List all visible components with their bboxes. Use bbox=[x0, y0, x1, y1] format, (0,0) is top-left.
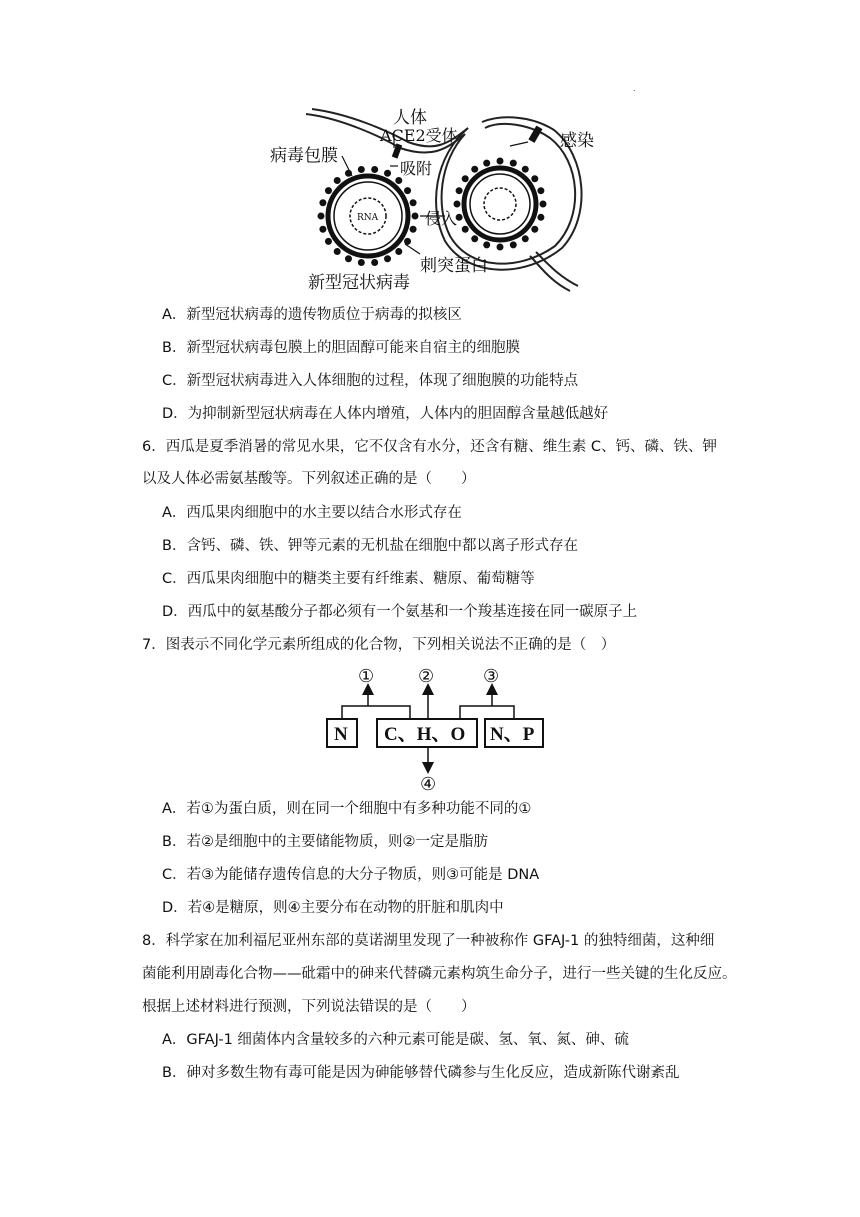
q5-option-c: C．新型冠状病毒进入人体细胞的过程，体现了细胞膜的功能特点 bbox=[162, 373, 579, 389]
spike-protein bbox=[471, 166, 478, 173]
spike-protein bbox=[497, 244, 504, 251]
spike-protein bbox=[358, 166, 365, 173]
spike-protein bbox=[319, 199, 326, 206]
q8-option-a: A．GFAJ-1 细菌体内含量较多的六种元素可能是碳、氢、氧、氮、砷、硫 bbox=[162, 1032, 629, 1048]
spike-protein bbox=[483, 241, 490, 248]
spike-protein bbox=[325, 238, 332, 245]
q8-stem-line3: 根据上述材料进行预测，下列说法错误的是（ ） bbox=[142, 999, 476, 1015]
spike-protein bbox=[410, 226, 417, 233]
q6-option-c: C．西瓜果肉细胞中的糖类主要有纤维素、糖原、葡萄糖等 bbox=[162, 571, 535, 587]
spike-protein bbox=[318, 213, 325, 220]
q8-option-b: B．砷对多数生物有毒可能是因为砷能够替代磷参与生化反应，造成新陈代谢紊乱 bbox=[162, 1065, 680, 1081]
q8-stem-line2: 菌能利用剧毒化合物——砒霜中的砷来代替磷元素构筑生命分子，进行一些关键的生化反应。 bbox=[142, 966, 737, 982]
virus-name-label: 新型冠状病毒 bbox=[308, 273, 410, 293]
virus-infection-diagram bbox=[270, 106, 594, 296]
infection-label: 感染 bbox=[560, 131, 594, 151]
envelope-label: 病毒包膜 bbox=[270, 146, 338, 166]
spike-protein bbox=[319, 226, 326, 233]
spike-protein bbox=[537, 214, 544, 221]
q5-option-d: D．为抑制新型冠状病毒在人体内增殖，人体内的胆固醇含量越低越好 bbox=[162, 406, 609, 422]
adsorption-label: 吸附 bbox=[400, 159, 433, 178]
spike-protein bbox=[471, 235, 478, 242]
spike-protein bbox=[384, 255, 391, 262]
spike-protein bbox=[325, 187, 332, 194]
q6-option-b: B．含钙、磷、铁、钾等元素的无机盐在细胞中都以离子形式存在 bbox=[162, 538, 578, 554]
spike-protein bbox=[384, 170, 391, 177]
q7-option-c: C．若③为能储存遗传信息的大分子物质，则③可能是 DNA bbox=[162, 867, 540, 883]
spike-protein bbox=[510, 160, 517, 167]
q7-stem: 7．图表示不同化学元素所组成的化合物，下列相关说法不正确的是（ ） bbox=[142, 637, 616, 653]
box-np-text: N、P bbox=[490, 724, 535, 745]
element-compound-diagram bbox=[320, 662, 550, 794]
spike-protein bbox=[456, 187, 463, 194]
spike-protein bbox=[522, 235, 529, 242]
label-1: ① bbox=[358, 666, 375, 687]
virus-left bbox=[318, 166, 419, 266]
spike-protein bbox=[334, 248, 341, 255]
spike-protein bbox=[404, 187, 411, 194]
spike-protein bbox=[510, 241, 517, 248]
human-body-label: 人体 bbox=[393, 108, 427, 128]
spike-protein bbox=[404, 238, 411, 245]
rna-label: RNA bbox=[357, 213, 379, 223]
spike-protein bbox=[395, 177, 402, 184]
label-2: ② bbox=[418, 666, 435, 687]
q7-option-b: B．若②是细胞中的主要储能物质，则②一定是脂肪 bbox=[162, 834, 488, 850]
spike-protein bbox=[483, 160, 490, 167]
invasion-label: 侵入 bbox=[425, 209, 458, 228]
label-4: ④ bbox=[420, 774, 437, 795]
spike-protein-label: 刺突蛋白 bbox=[420, 256, 488, 276]
spike-protein bbox=[412, 213, 419, 220]
spike-protein bbox=[410, 199, 417, 206]
label-3: ③ bbox=[483, 666, 500, 687]
q6-option-d: D．西瓜中的氨基酸分子都必须有一个氨基和一个羧基连接在同一碳原子上 bbox=[162, 604, 638, 620]
box-n-text: N bbox=[334, 724, 348, 745]
spike-protein bbox=[371, 259, 378, 266]
spike-protein bbox=[497, 158, 504, 165]
ace2-receptor-label: ACE2受体 bbox=[380, 126, 458, 145]
q6-stem-line1: 6．西瓜是夏季消暑的常见水果，它不仅含有水分，还含有糖、维生素 C、钙、磷、铁、钾 bbox=[142, 439, 717, 455]
q7-option-d: D．若④是糖原，则④主要分布在动物的肝脏和肌肉中 bbox=[162, 900, 504, 916]
spike-protein bbox=[395, 248, 402, 255]
spike-protein bbox=[531, 226, 538, 233]
spike-protein bbox=[334, 177, 341, 184]
spike-protein bbox=[522, 166, 529, 173]
spike-protein bbox=[345, 255, 352, 262]
virus-right bbox=[454, 158, 547, 251]
page-mark: . bbox=[633, 84, 636, 93]
spike-protein bbox=[462, 175, 469, 182]
q5-option-b: B．新型冠状病毒包膜上的胆固醇可能来自宿主的细胞膜 bbox=[162, 340, 520, 356]
spike-protein bbox=[537, 187, 544, 194]
spike-protein bbox=[531, 175, 538, 182]
q6-option-a: A．西瓜果肉细胞中的水主要以结合水形式存在 bbox=[162, 505, 462, 521]
box-cho-text: C、H、O bbox=[384, 724, 466, 745]
spike-protein bbox=[371, 166, 378, 173]
spike-protein bbox=[540, 201, 547, 208]
q7-option-a: A．若①为蛋白质，则在同一个细胞中有多种功能不同的① bbox=[162, 801, 532, 817]
q8-stem-line1: 8．科学家在加利福尼亚州东部的莫诺湖里发现了一种被称作 GFAJ-1 的独特细菌，这种细 bbox=[142, 933, 715, 949]
spike-protein bbox=[454, 201, 461, 208]
spike-protein bbox=[462, 226, 469, 233]
spike-protein bbox=[358, 259, 365, 266]
q6-stem-line2: 以及人体必需氨基酸等。下列叙述正确的是（ ） bbox=[142, 471, 476, 487]
q5-option-a: A．新型冠状病毒的遗传物质位于病毒的拟核区 bbox=[162, 307, 462, 323]
